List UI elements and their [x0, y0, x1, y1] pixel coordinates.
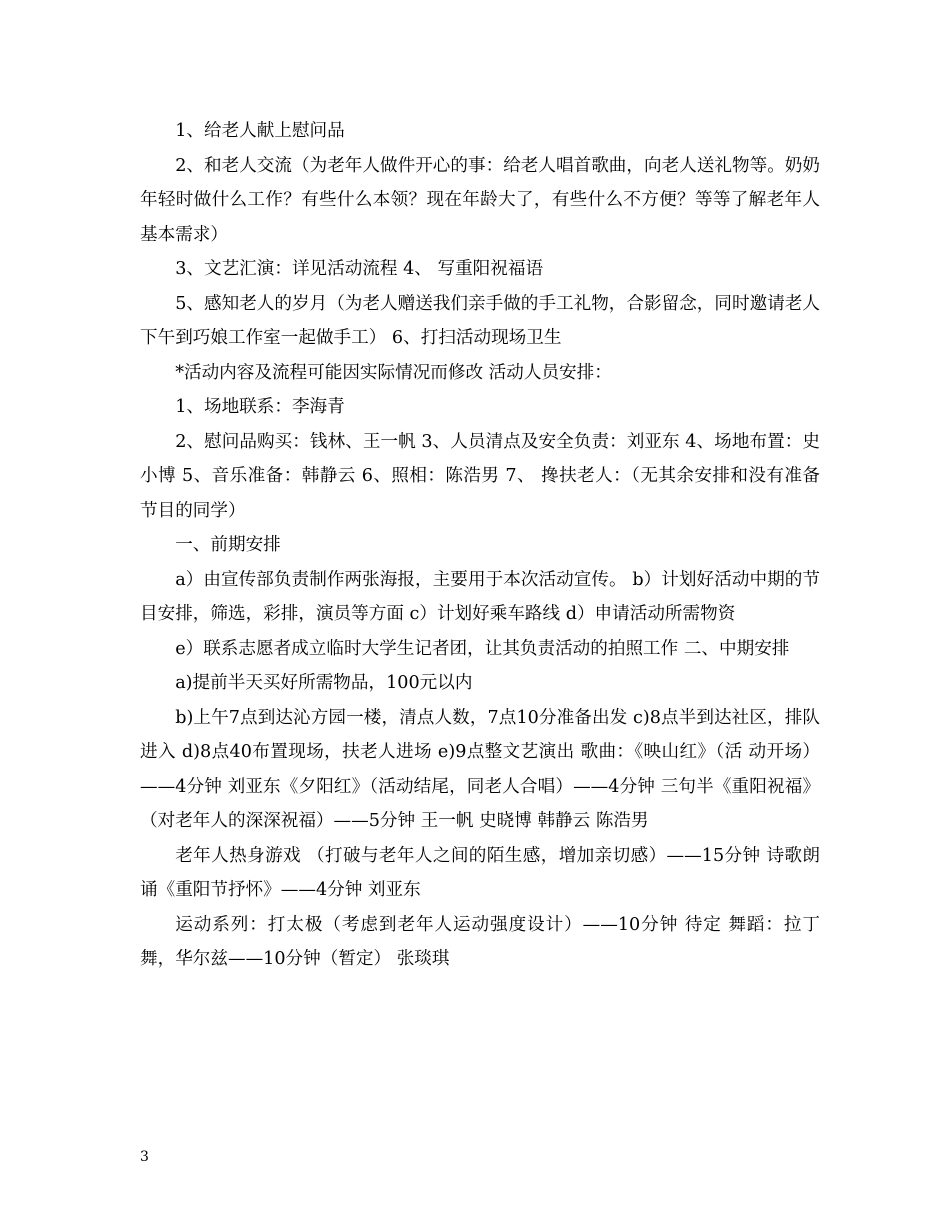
- paragraph: 5、感知老人的岁月（为老人赠送我们亲手做的手工礼物，合影留念，同时邀请老人下午到巧娘工作室一起做手工） 6、打扫活动现场卫生: [140, 293, 820, 348]
- paragraph: 1、给老人献上慰问品: [175, 121, 345, 141]
- paragraph: 老年人热身游戏 （打破与老年人之间的陌生感，增加亲切感）——15分钟 诗歌朗诵《重阳节抒怀》——4分钟 刘亚东: [140, 845, 820, 900]
- paragraph: 1、场地联系：李海青: [175, 397, 345, 417]
- paragraph: a）由宣传部负责制作两张海报，主要用于本次活动宣传。 b）计划好活动中期的节目安排，筛选，彩排，演员等方面 c）计划好乘车路线 d）申请活动所需物资: [140, 569, 820, 624]
- paragraph: *活动内容及流程可能因实际情况而修改 活动人员安排：: [175, 362, 612, 383]
- paragraph: 2、慰问品购买：钱林、王一帆 3、人员清点及安全负责：刘亚东 4、场地布置：史小博 5、音乐准备：韩静云 6、照相：陈浩男 7、 搀扶老人：（无其余安排和没有准备节目的同学）: [140, 431, 820, 521]
- paragraph: 2、和老人交流（为老年人做件开心的事：给老人唱首歌曲，向老人送礼物等。奶奶年轻时做什么工作？有些什么本领？现在年龄大了，有些什么不方便？等等了解老年人基本需求）: [140, 155, 820, 245]
- paragraph: 运动系列：打太极（考虑到老年人运动强度设计）——10分钟 待定 舞蹈：拉丁舞，华尔兹——10分钟（暂定） 张琰琪: [140, 914, 820, 969]
- document-body: [140, 114, 820, 977]
- paragraph: b)上午7点到达沁方园一楼，清点人数，7点10分准备出发 c)8点半到达社区，排队进入 d)8点40布置现场，扶老人进场 e)9点整文艺演出 歌曲：《映山红》（活 动开场）——4分钟 刘亚东《夕阳红》（活动结尾，同老人合唱）——4分钟 三句半《重阳祝福》（对老年人的深深祝福）——5分钟 王一帆 史晓博 韩静云 陈浩男: [140, 707, 820, 831]
- paragraph: e）联系志愿者成立临时大学生记者团，让其负责活动的拍照工作 二、中期安排: [175, 638, 790, 659]
- section-heading: 一、前期安排: [175, 535, 281, 555]
- page-number: 3: [140, 1149, 149, 1165]
- paragraph: 3、文艺汇演：详见活动流程 4、 写重阳祝福语: [175, 259, 544, 279]
- paragraph: a)提前半天买好所需物品，100元以内: [175, 673, 473, 693]
